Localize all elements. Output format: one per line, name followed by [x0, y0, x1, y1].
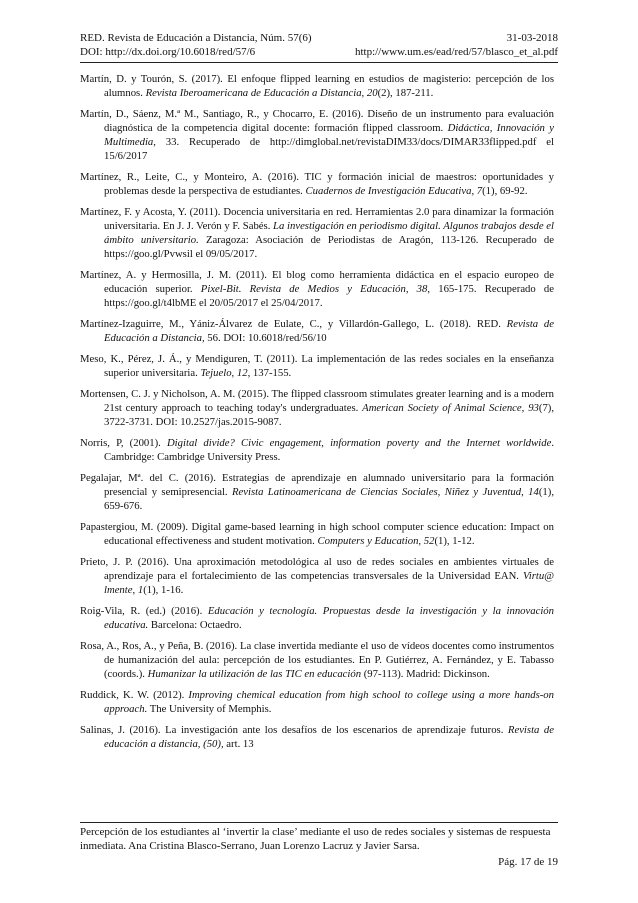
reference-entry	[80, 436, 554, 464]
reference-entry	[80, 317, 554, 345]
reference-segment: ,	[231, 367, 237, 379]
reference-italic-segment: Revista de educación a distancia, (50),	[104, 724, 554, 750]
reference-italic-segment: American Society of Animal Science	[362, 402, 522, 414]
page-footer	[80, 822, 558, 869]
reference-segment: 56. DOI: 10.6018/red/56/10	[204, 332, 327, 344]
journal-title: RED. Revista de Educación a Distancia, Núm. 57(6)	[80, 32, 312, 44]
reference-italic-segment: La investigación en periodismo digital. Algunos trabajos desde el ámbito universitario.	[104, 220, 554, 246]
reference-segment: Prieto, J. P. (2016). Una aproximación metodológica al uso de redes sociales en ambientes virtuales de aprendizaje para el fortalecimiento de las competencias transversales de la Universidad EAN.	[80, 556, 554, 582]
reference-entry	[80, 107, 554, 163]
reference-segment: art. 13	[223, 738, 254, 750]
reference-segment: Martínez, F. y Acosta, Y. (2011). Docencia universitaria en red. Herramientas 2.0 para dinamizar la formación universitaria. En J. J. Verón y F. Sabés.	[80, 206, 554, 232]
footer-citation: Percepción de los estudiantes al ‘invertir la clase’ mediante el uso de redes sociales y sistemas de respuesta inmediata. Ana Cristina Blasco-Serrano, Juan Lorenzo Lacruz y Javier Sarsa.	[80, 826, 551, 852]
reference-italic-segment: 93	[528, 402, 539, 414]
reference-segment: Martín, D., Sáenz, M.ª M., Santiago, R., y Chocarro, E. (2016). Diseño de un instrumento para evaluación diagnóstica de la competencia digital docente: formación flipped classroom.	[80, 108, 554, 134]
reference-segment: (1), 1-12.	[434, 535, 475, 547]
reference-italic-segment: Revista Latinoamericana de Ciencias Sociales, Niñez y Juventud	[231, 486, 522, 498]
reference-italic-segment: Educación y tecnología. Propuestas desde la investigación y la innovación educativa.	[104, 605, 554, 631]
doi-link[interactable]: DOI: http://dx.doi.org/10.6018/red/57/6	[80, 45, 256, 58]
reference-segment: Pegalajar, Mª. del C. (2016). Estrategias de aprendizaje en alumnado universitario para la formación presencial y semipresencial.	[80, 472, 554, 498]
reference-segment: , 33. Recuperado de http://dimglobal.net/revistaDIM33/docs/DIMAR33flipped.pdf el 15/6/2017	[104, 136, 554, 162]
reference-segment: Martín, D. y Tourón, S. (2017). El enfoque flipped learning en estudios de magisterio: percepción de los alumnos.	[80, 73, 554, 99]
reference-segment: (7), 3722-3731. DOI: 10.2527/jas.2015-9087.	[104, 402, 555, 428]
reference-italic-segment: Computers y Education, 52	[317, 535, 435, 547]
reference-segment: Martínez, R., Leite, C., y Monteiro, A. (2016). TIC y formación inicial de maestros: oportunidades y problemas desde la perspectiva de estudiantes.	[80, 171, 554, 197]
reference-entry	[80, 520, 554, 548]
reference-entry	[80, 604, 554, 632]
reference-italic-segment: Cuadernos de Investigación Educativa	[305, 185, 472, 197]
reference-segment: The University of Memphis.	[147, 703, 272, 715]
reference-list	[80, 72, 554, 758]
reference-entry	[80, 688, 554, 716]
header-row-1	[80, 32, 558, 46]
reference-italic-segment: Improving chemical education from high school to college using a more hands-on approach.	[104, 689, 554, 715]
reference-italic-segment: Humanizar la utilización de las TIC en educación	[147, 668, 362, 680]
reference-italic-segment: Pixel-Bit. Revista de Medios y Educación, 38	[200, 283, 428, 295]
reference-segment: Barcelona: Octaedro.	[148, 619, 242, 631]
page-number: Pág. 17 de 19	[498, 856, 558, 868]
reference-segment: (1), 69-92.	[482, 185, 528, 197]
reference-segment: Mortensen, C. J. y Nicholson, A. M. (2015). The flipped classroom stimulates greater learning and is a modern 21st century approach to teaching today's undergraduates.	[80, 388, 554, 414]
reference-segment: Papastergiou, M. (2009). Digital game-based learning in high school computer science education: Impact on educational effectiveness and student motivation.	[80, 521, 554, 547]
reference-entry	[80, 170, 554, 198]
page-header	[80, 32, 558, 63]
header-row-2	[80, 46, 558, 60]
reference-entry	[80, 471, 554, 513]
reference-italic-segment: 1	[137, 584, 144, 596]
reference-segment: . Cambridge: Cambridge University Press.	[104, 437, 554, 463]
reference-entry	[80, 72, 554, 100]
reference-segment: (2), 187-211.	[377, 87, 434, 99]
reference-segment: ,	[132, 584, 138, 596]
reference-segment: Salinas, J. (2016). La investigación ante los desafíos de los escenarios de aprendizaje futuros.	[80, 724, 508, 736]
article-url[interactable]: http://www.um.es/ead/red/57/blasco_et_al.pdf	[354, 45, 558, 58]
reference-segment: ,	[471, 185, 477, 197]
reference-italic-segment: Virtu@ lmente	[104, 570, 554, 596]
reference-italic-segment: 12	[236, 367, 248, 379]
reference-entry	[80, 555, 554, 597]
reference-segment: ,	[521, 486, 529, 498]
reference-entry	[80, 723, 554, 751]
reference-segment: Zaragoza: Asociación de Periodistas de Aragón, 113-126. Recuperado de https://goo.gl/Pvwsil el 09/05/2017.	[104, 234, 554, 260]
reference-segment: , 137-155.	[247, 367, 292, 379]
reference-italic-segment: Digital divide? Civic engagement, information poverty and the Internet worldwide	[166, 437, 552, 449]
reference-segment: Meso, K., Pérez, J. Á., y Mendiguren, T. (2011). La implementación de las redes sociales en la enseñanza superior universitaria.	[80, 353, 554, 379]
reference-segment: (1), 659-676.	[104, 486, 554, 512]
reference-entry	[80, 387, 554, 429]
reference-segment: Norris, P, (2001).	[80, 437, 167, 449]
reference-entry	[80, 205, 554, 261]
reference-italic-segment: 20	[366, 87, 378, 99]
reference-italic-segment: Revista de Educación a Distancia,	[104, 318, 554, 344]
reference-entry	[80, 639, 554, 681]
reference-italic-segment: 14	[528, 486, 539, 498]
reference-segment: (1), 1-16.	[143, 584, 184, 596]
reference-segment: Ruddick, K. W. (2012).	[80, 689, 189, 701]
reference-italic-segment: 7	[476, 185, 483, 197]
reference-italic-segment: Revista Iberoamericana de Educación a Distancia	[145, 87, 362, 99]
reference-segment: ,	[521, 402, 529, 414]
reference-segment: , 165-175. Recuperado de https://goo.gl/t4lbME el 20/05/2017 el 25/04/2017.	[104, 283, 555, 309]
reference-segment: Martínez, A. y Hermosilla, J. M. (2011). El blog como herramienta didáctica en el espacio europeo de educación superior.	[80, 269, 554, 295]
reference-segment: ,	[361, 87, 367, 99]
reference-segment: Roig-Vila, R. (ed.) (2016).	[80, 605, 208, 617]
reference-segment: Martínez-Izaguirre, M., Yániz-Álvarez de Eulate, C., y Villardón-Gallego, L. (2018). RED.	[80, 318, 507, 330]
reference-italic-segment: Tejuelo	[200, 367, 232, 379]
reference-segment: (97-113). Madrid: Dickinson.	[361, 668, 490, 680]
reference-entry	[80, 268, 554, 310]
issue-date: 31-03-2018	[506, 32, 558, 44]
reference-italic-segment: Didáctica, Innovación y Multimedia	[104, 122, 555, 148]
reference-entry	[80, 352, 554, 380]
reference-segment: Rosa, A., Ros, A., y Peña, B. (2016). La clase invertida mediante el uso de vídeos docentes como instrumentos de humanización del aula: percepción de los estudiantes. En P. Gutiérrez, A. Fernández, y E. Tabasso (coords.).	[80, 640, 554, 680]
